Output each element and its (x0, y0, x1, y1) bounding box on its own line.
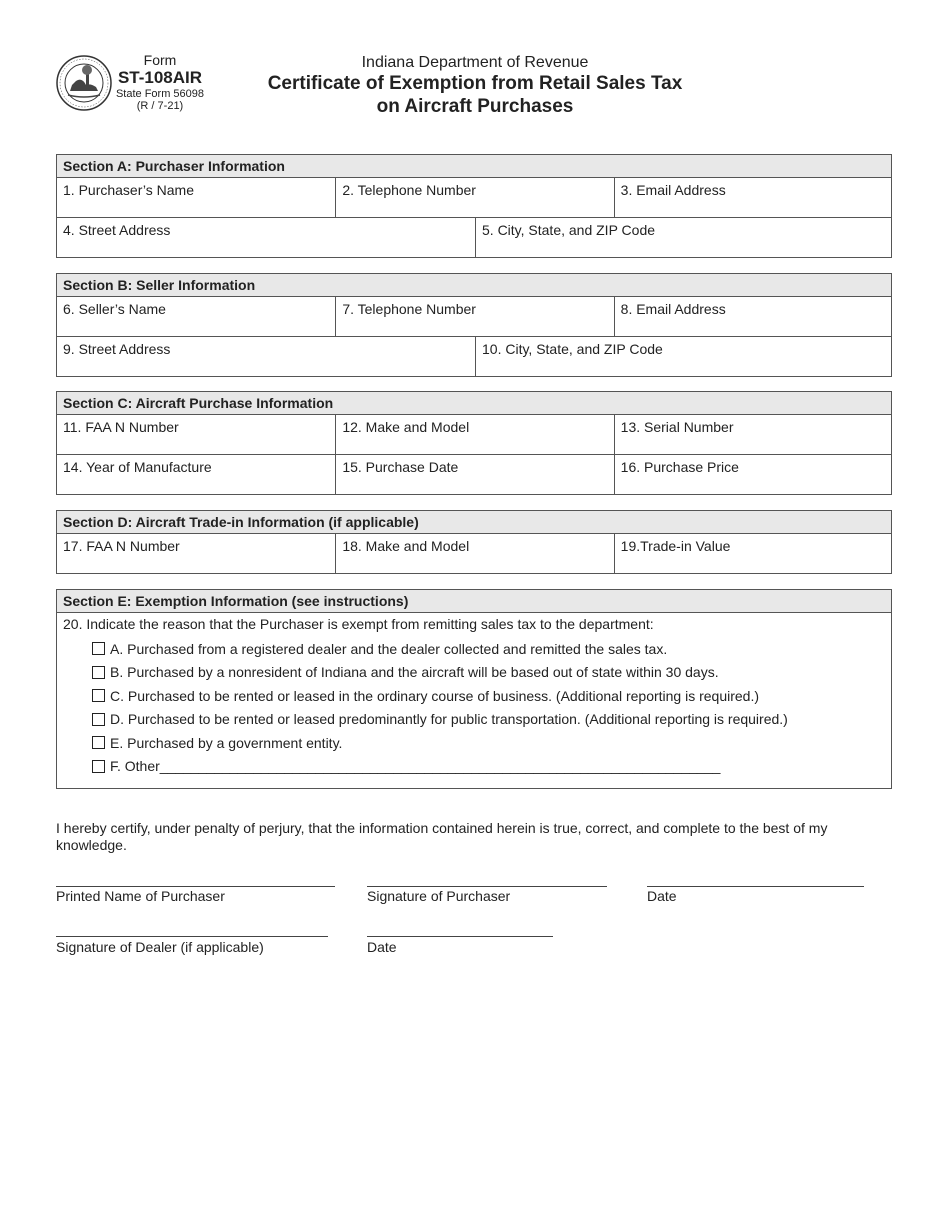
option-label: B. Purchased by a nonresident of Indiana and the aircraft will be based out of state within 30 days. (110, 664, 719, 681)
seller-city-state-zip-field[interactable]: 10. City, State, and ZIP Code (475, 337, 891, 376)
trade-in-faa-n-number-field[interactable]: 17. FAA N Number (63, 538, 180, 554)
serial-number-field[interactable]: 13. Serial Number (614, 415, 891, 454)
section-c-heading: Section C: Aircraft Purchase Information (57, 392, 891, 415)
purchaser-email-field[interactable]: 3. Email Address (614, 178, 891, 217)
option-label: F. Other________________________________________________________________________ (110, 758, 721, 775)
purchase-date-field[interactable]: 15. Purchase Date (335, 455, 613, 494)
certification-statement: I hereby certify, under penalty of perjury, that the information contained herein is true, correct, and complete to the best of my knowledge. (56, 820, 828, 853)
state-form-number: State Form 56098 (115, 87, 205, 100)
faa-n-number-field[interactable]: 11. FAA N Number (63, 419, 179, 435)
state-seal-logo (56, 55, 112, 111)
section-a-purchaser (56, 154, 892, 258)
exemption-option-e[interactable] (92, 731, 885, 755)
trade-in-value-field[interactable]: 19.Trade-in Value (614, 534, 891, 573)
dealer-signature-label: Signature of Dealer (if applicable) (56, 939, 264, 955)
title-line-1: Certificate of Exemption from Retail Sales Tax (267, 73, 683, 94)
dealer-date-label: Date (367, 939, 397, 955)
purchaser-signature-label: Signature of Purchaser (367, 888, 511, 904)
checkbox-icon[interactable] (92, 736, 105, 749)
option-label: E. Purchased by a government entity. (110, 734, 343, 751)
checkbox-icon[interactable] (92, 689, 105, 702)
trade-in-make-model-field[interactable]: 18. Make and Model (335, 534, 613, 573)
seller-name-field[interactable]: 6. Seller’s Name (63, 301, 166, 317)
year-of-manufacture-field[interactable]: 14. Year of Manufacture (63, 459, 212, 475)
form-word: Form (143, 52, 177, 68)
printed-name-label: Printed Name of Purchaser (56, 888, 225, 904)
dealer-signature-line[interactable] (56, 936, 328, 937)
form-title (190, 54, 760, 118)
checkbox-icon[interactable] (92, 666, 105, 679)
option-label: A. Purchased from a registered dealer and the dealer collected and remitted the sales tax. (110, 640, 668, 657)
section-d-trade-in (56, 510, 892, 574)
checkbox-icon[interactable] (92, 713, 105, 726)
exemption-option-a[interactable] (92, 637, 885, 661)
purchaser-signature-line[interactable] (367, 886, 607, 887)
form-number: ST-108AIR (117, 68, 203, 88)
exemption-option-d[interactable] (92, 708, 885, 732)
checkbox-icon[interactable] (92, 642, 105, 655)
section-b-heading: Section B: Seller Information (57, 274, 891, 297)
exemption-intro: 20. Indicate the reason that the Purchaser is exempt from remitting sales tax to the department: (63, 616, 654, 632)
section-e-exemption (56, 589, 892, 789)
purchaser-name-field[interactable]: 1. Purchaser’s Name (63, 182, 194, 198)
seller-phone-field[interactable]: 7. Telephone Number (335, 297, 613, 336)
department-name: Indiana Department of Revenue (361, 54, 589, 71)
purchaser-street-field[interactable]: 4. Street Address (63, 222, 171, 238)
purchase-price-field[interactable]: 16. Purchase Price (614, 455, 891, 494)
exemption-option-f[interactable] (92, 755, 885, 779)
printed-name-line[interactable] (56, 886, 335, 887)
revision-date: (R / 7-21) (136, 100, 184, 113)
section-a-heading: Section A: Purchaser Information (57, 155, 891, 178)
seller-email-field[interactable]: 8. Email Address (614, 297, 891, 336)
exemption-option-c[interactable] (92, 684, 885, 708)
title-line-2: on Aircraft Purchases (376, 96, 574, 117)
seller-street-field[interactable]: 9. Street Address (63, 341, 171, 357)
purchaser-date-label: Date (647, 888, 677, 904)
dealer-date-line[interactable] (367, 936, 553, 937)
purchaser-phone-field[interactable]: 2. Telephone Number (335, 178, 613, 217)
purchaser-city-state-zip-field[interactable]: 5. City, State, and ZIP Code (475, 218, 891, 257)
option-label: C. Purchased to be rented or leased in the ordinary course of business. (Additional reporting is required.) (110, 687, 760, 704)
option-label: D. Purchased to be rented or leased predominantly for public transportation. (Additional reporting is required.) (110, 711, 788, 728)
section-e-heading: Section E: Exemption Information (see instructions) (57, 590, 891, 613)
make-model-field[interactable]: 12. Make and Model (335, 415, 613, 454)
section-c-aircraft-purchase (56, 391, 892, 495)
checkbox-icon[interactable] (92, 760, 105, 773)
section-d-heading: Section D: Aircraft Trade-in Information (if applicable) (57, 511, 891, 534)
purchaser-date-line[interactable] (647, 886, 864, 887)
section-b-seller (56, 273, 892, 377)
exemption-option-b[interactable] (92, 661, 885, 685)
